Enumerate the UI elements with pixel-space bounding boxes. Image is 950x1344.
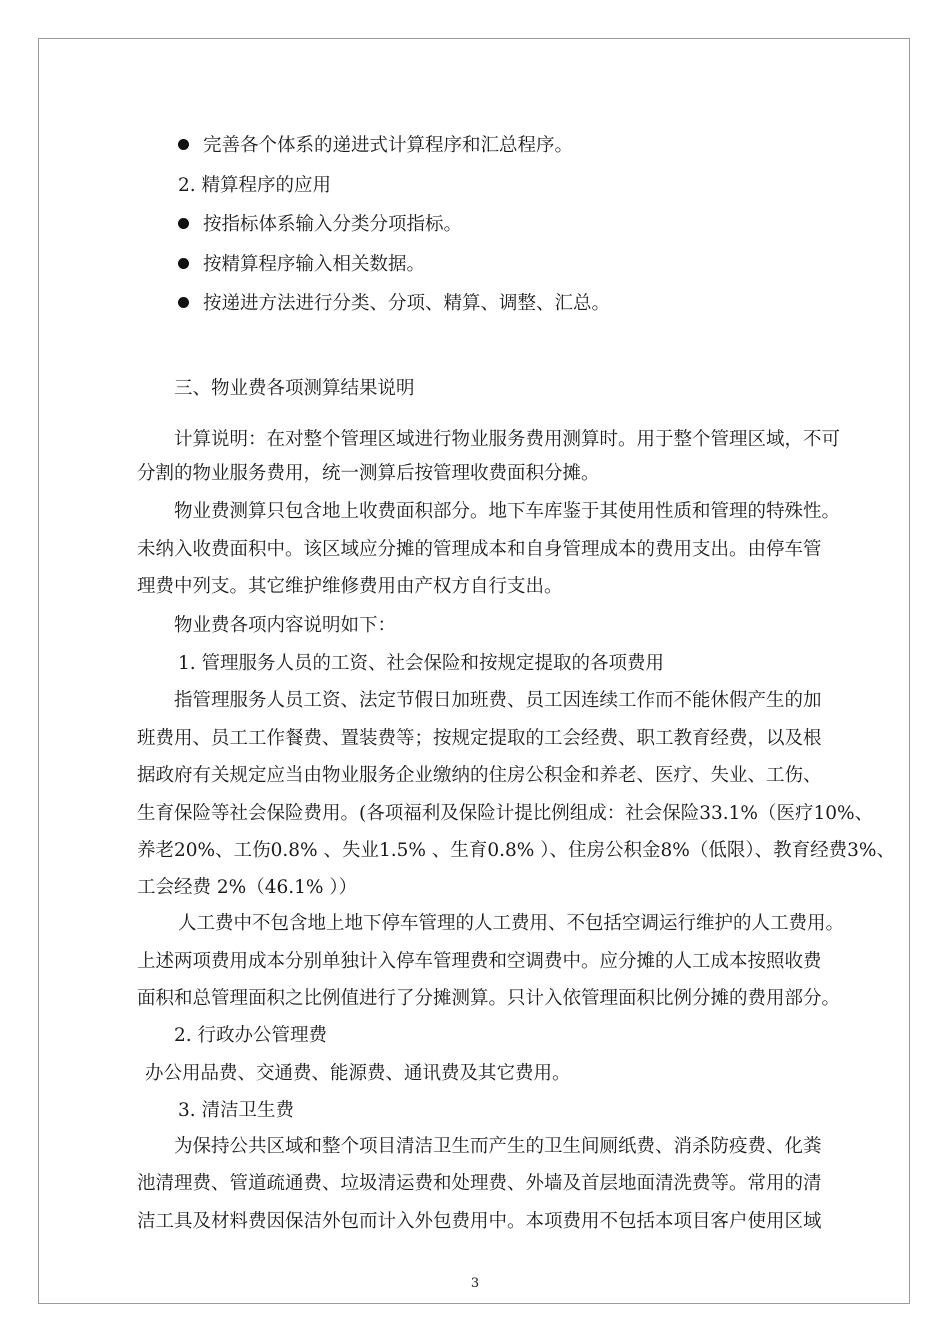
paragraph-line: 人工费中不包含地上地下停车管理的人工费用、不包括空调运行维护的人工费用。 — [178, 913, 845, 934]
bullet-dot-icon — [178, 218, 189, 229]
bullet-text: 按指标体系输入分类分项指标。 — [203, 214, 463, 235]
paragraph-line: 面积和总管理面积之比例值进行了分摊测算。只计入依管理面积比例分摊的费用部分。 — [137, 988, 841, 1009]
paragraph-line: 计算说明：在对整个管理区域进行物业服务费用测算时。用于整个管理区域，不可 — [174, 429, 841, 450]
paragraph-line: 为保持公共区域和整个项目清洁卫生而产生的卫生间厕纸费、消杀防疫费、化粪 — [174, 1136, 822, 1157]
bullet-item — [178, 213, 462, 237]
paragraph-line: 理费中列支。其它维护维修费用由产权方自行支出。 — [137, 576, 563, 597]
bullet-item — [178, 134, 573, 158]
paragraph-line: 洁工具及材料费因保洁外包而计入外包费用中。本项费用不包括本项目客户使用区域 — [137, 1211, 822, 1232]
bullet-item — [178, 253, 425, 277]
section-heading: 三、物业费各项测算结果说明 — [174, 378, 415, 399]
paragraph-line: 物业费测算只包含地上收费面积部分。地下车库鉴于其使用性质和管理的特殊性。 — [174, 501, 841, 522]
paragraph-line: 养老20%、工伤0.8% 、失业1.5% 、生育0.8% ）、住房公积金8%（低限）、教育经费3%、 — [137, 840, 895, 861]
paragraph-line: 据政府有关规定应当由物业服务企业缴纳的住房公积金和养老、医疗、失业、工伤、 — [137, 765, 822, 786]
bullet-dot-icon — [178, 297, 189, 308]
subsection-heading: 1. 管理服务人员的工资、社会保险和按规定提取的各项费用 — [178, 653, 665, 674]
paragraph-line: 班费用、员工工作餐费、置装费等；按规定提取的工会经费、职工教育经费，以及根 — [137, 728, 822, 749]
paragraph-line: 分割的物业服务费用，统一测算后按管理收费面积分摊。 — [137, 463, 600, 484]
paragraph-line: 未纳入收费面积中。该区域应分摊的管理成本和自身管理成本的费用支出。由停车管 — [137, 539, 822, 560]
subsection-heading: 2. 行政办公管理费 — [174, 1025, 328, 1046]
page-number: 3 — [470, 1276, 480, 1291]
bullet-dot-icon — [178, 139, 189, 150]
paragraph-line: 上述两项费用成本分别单独计入停车管理费和空调费中。应分摊的人工成本按照收费 — [137, 951, 822, 972]
subsection-heading: 3. 清洁卫生费 — [178, 1100, 295, 1121]
paragraph-line: 生育保险等社会保险费用。(各项福利及保险计提比例组成：社会保险33.1%（医疗10%、 — [137, 803, 874, 824]
paragraph-line: 指管理服务人员工资、法定节假日加班费、员工因连续工作而不能休假产生的加 — [174, 690, 822, 711]
bullet-dot-icon — [178, 258, 189, 269]
paragraph-line: 物业费各项内容说明如下： — [174, 615, 397, 636]
bullet-text: 按递进方法进行分类、分项、精算、调整、汇总。 — [203, 293, 611, 314]
paragraph-line: 办公用品费、交通费、能源费、通讯费及其它费用。 — [145, 1063, 571, 1084]
bullet-text: 完善各个体系的递进式计算程序和汇总程序。 — [203, 135, 574, 156]
bullet-item — [178, 292, 610, 316]
subsection-heading: 2. 精算程序的应用 — [178, 175, 332, 196]
paragraph-line: 工会经费 2%（46.1% ）） — [137, 877, 358, 898]
bullet-text: 按精算程序输入相关数据。 — [203, 254, 426, 275]
paragraph-line: 池清理费、管道疏通费、垃圾清运费和处理费、外墙及首层地面清洗费等。常用的清 — [137, 1173, 822, 1194]
